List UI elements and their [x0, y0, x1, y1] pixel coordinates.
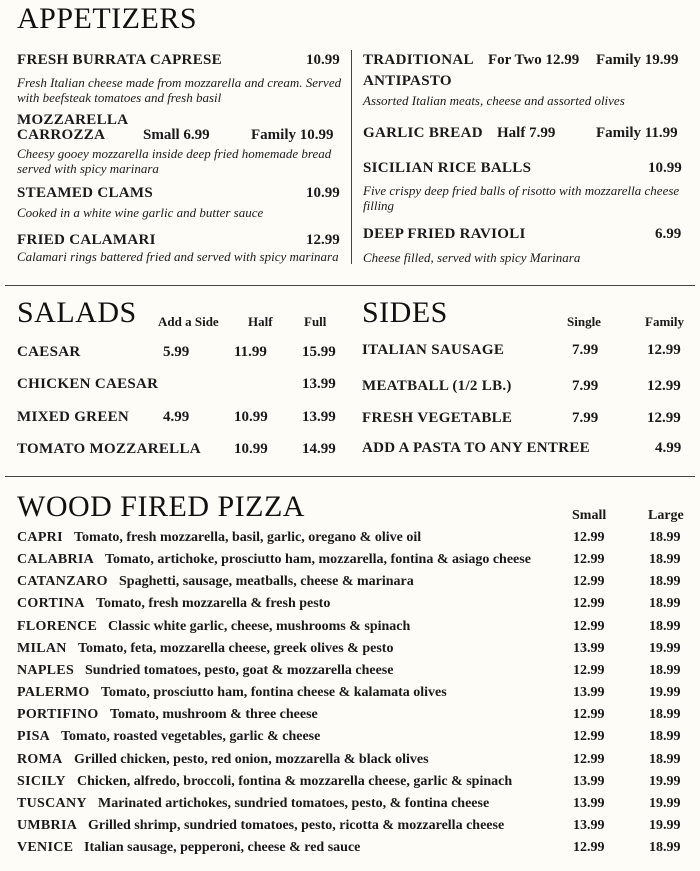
section-divider — [5, 476, 695, 477]
item-price-half: Half 7.99 — [497, 125, 556, 141]
item-price-small: Small 6.99 — [143, 127, 210, 143]
pizza-name: CORTINA — [17, 596, 85, 611]
salad-full-price: 15.99 — [302, 344, 336, 360]
item-description: Fresh Italian cheese made from mozzarella and cream. Served with beefsteak tomatoes and fresh basil — [17, 75, 342, 105]
item-description: Calamari rings battered fried and served with spicy marinara — [17, 249, 339, 264]
side-family-price: 4.99 — [655, 440, 682, 456]
pizza-name: MILAN — [17, 641, 67, 656]
side-name: FRESH VEGETABLE — [362, 410, 513, 426]
pizza-description: Sundried tomatoes, pesto, goat & mozzarella cheese — [85, 663, 394, 678]
column-divider — [351, 50, 352, 264]
item-name: DEEP FRIED RAVIOLI — [363, 226, 526, 242]
pizza-small-price: 13.99 — [573, 685, 605, 700]
item-price: 10.99 — [648, 160, 682, 176]
item-name-line2: ANTIPASTO — [363, 73, 452, 89]
item-name-line2: CARROZZA — [17, 127, 106, 143]
pizza-name: PALERMO — [17, 685, 90, 700]
item-price-fortwo: For Two 12.99 — [488, 52, 580, 68]
side-single-price: 7.99 — [572, 378, 599, 394]
pizza-description: Tomato, fresh mozzarella, basil, garlic, oregano & olive oil — [74, 530, 422, 545]
pizza-description: Spaghetti, sausage, meatballs, cheese & marinara — [119, 574, 414, 589]
item-price-family: Family 19.99 — [596, 52, 679, 68]
pizza-small-price: 12.99 — [573, 663, 605, 678]
pizza-header-large: Large — [648, 508, 684, 523]
pizza-large-price: 18.99 — [649, 840, 681, 855]
pizza-description: Classic white garlic, cheese, mushrooms & spinach — [108, 619, 411, 634]
pizza-large-price: 19.99 — [649, 641, 681, 656]
pizza-description: Tomato, artichoke, prosciutto ham, mozzarella, fontina & asiago cheese — [105, 552, 531, 567]
pizza-large-price: 18.99 — [649, 729, 681, 744]
item-description: Cheesy gooey mozzarella inside deep fried homemade bread served with spicy marinara — [17, 146, 332, 176]
pizza-description: Chicken, alfredo, broccoli, fontina & mozzarella cheese, garlic & spinach — [77, 774, 513, 789]
item-price: 10.99 — [306, 52, 340, 68]
pizza-small-price: 12.99 — [573, 552, 605, 567]
salad-name: MIXED GREEN — [17, 409, 130, 425]
pizza-name: PISA — [17, 729, 51, 744]
pizza-description: Marinated artichokes, sundried tomatoes, pesto, & fontina cheese — [98, 796, 490, 811]
side-single-price: 7.99 — [572, 410, 599, 426]
side-family-price: 12.99 — [647, 378, 681, 394]
pizza-large-price: 18.99 — [649, 663, 681, 678]
pizza-large-price: 19.99 — [649, 796, 681, 811]
appetizers-title: APPETIZERS — [17, 2, 198, 35]
pizza-description: Grilled shrimp, sundried tomatoes, pesto, ricotta & mozzarella cheese — [88, 818, 505, 833]
pizza-large-price: 18.99 — [649, 619, 681, 634]
pizza-description: Tomato, fresh mozzarella & fresh pesto — [96, 596, 331, 611]
pizza-small-price: 12.99 — [573, 729, 605, 744]
salad-name: CAESAR — [17, 344, 81, 360]
pizza-large-price: 18.99 — [649, 596, 681, 611]
item-name: FRIED CALAMARI — [17, 232, 156, 248]
salad-half-price: 10.99 — [234, 409, 268, 425]
pizza-small-price: 13.99 — [573, 641, 605, 656]
pizza-small-price: 12.99 — [573, 840, 605, 855]
salads-header-side: Add a Side — [158, 314, 219, 329]
pizza-description: Tomato, roasted vegetables, garlic & cheese — [61, 729, 321, 744]
salad-half-price: 10.99 — [234, 441, 268, 457]
pizza-name: ROMA — [17, 752, 63, 767]
pizza-large-price: 18.99 — [649, 752, 681, 767]
item-description: Cheese filled, served with spicy Marinara — [363, 250, 581, 265]
pizza-small-price: 13.99 — [573, 774, 605, 789]
pizza-small-price: 12.99 — [573, 596, 605, 611]
pizza-name: UMBRIA — [17, 818, 78, 833]
item-name-line1: MOZZARELLA — [17, 112, 129, 128]
pizza-name: CATANZARO — [17, 574, 108, 589]
side-family-price: 12.99 — [647, 342, 681, 358]
item-price-family: Family 10.99 — [251, 127, 334, 143]
pizza-small-price: 13.99 — [573, 818, 605, 833]
pizza-small-price: 12.99 — [573, 619, 605, 634]
salads-title: SALADS — [17, 296, 137, 329]
pizza-description: Grilled chicken, pesto, red onion, mozzarella & black olives — [74, 752, 429, 767]
pizza-large-price: 18.99 — [649, 530, 681, 545]
item-price: 10.99 — [306, 185, 340, 201]
pizza-large-price: 18.99 — [649, 707, 681, 722]
pizza-header-small: Small — [572, 508, 607, 523]
sides-header-family: Family — [645, 314, 684, 329]
salad-full-price: 14.99 — [302, 441, 336, 457]
salad-side-price: 4.99 — [163, 409, 190, 425]
pizza-name: VENICE — [17, 840, 74, 855]
salad-half-price: 11.99 — [234, 344, 267, 360]
pizza-name: NAPLES — [17, 663, 75, 678]
salad-name: CHICKEN CAESAR — [17, 376, 159, 392]
item-description: Five crispy deep fried balls of risotto with mozzarella cheese filling — [363, 183, 680, 213]
pizza-name: FLORENCE — [17, 619, 98, 634]
pizza-name: TUSCANY — [17, 796, 87, 811]
sides-title: SIDES — [362, 296, 448, 329]
salads-header-half: Half — [248, 314, 273, 329]
pizza-small-price: 12.99 — [573, 752, 605, 767]
section-divider — [5, 285, 695, 286]
salad-full-price: 13.99 — [302, 376, 336, 392]
salad-full-price: 13.99 — [302, 409, 336, 425]
pizza-small-price: 12.99 — [573, 574, 605, 589]
pizza-large-price: 18.99 — [649, 574, 681, 589]
item-price: 12.99 — [306, 232, 340, 248]
item-name: FRESH BURRATA CAPRESE — [17, 52, 222, 68]
pizza-description: Tomato, prosciutto ham, fontina cheese & kalamata olives — [101, 685, 447, 700]
sides-header-single: Single — [567, 314, 601, 329]
pizza-large-price: 19.99 — [649, 774, 681, 789]
pizza-description: Tomato, feta, mozzarella cheese, greek olives & pesto — [78, 641, 394, 656]
item-price: 6.99 — [655, 226, 682, 242]
item-name: STEAMED CLAMS — [17, 185, 153, 201]
pizza-large-price: 19.99 — [649, 685, 681, 700]
pizza-name: CALABRIA — [17, 552, 95, 567]
item-name: GARLIC BREAD — [363, 125, 483, 141]
pizza-small-price: 12.99 — [573, 530, 605, 545]
side-name: ITALIAN SAUSAGE — [362, 342, 505, 358]
salad-name: TOMATO MOZZARELLA — [17, 441, 201, 457]
side-single-price: 7.99 — [572, 342, 599, 358]
item-description: Assorted Italian meats, cheese and assorted olives — [363, 93, 625, 108]
pizza-name: PORTIFINO — [17, 707, 99, 722]
item-name-line1: TRADITIONAL — [363, 52, 474, 68]
item-name: SICILIAN RICE BALLS — [363, 160, 532, 176]
pizza-title: WOOD FIRED PIZZA — [17, 490, 305, 523]
pizza-small-price: 13.99 — [573, 796, 605, 811]
pizza-name: SICILY — [17, 774, 66, 789]
side-family-price: 12.99 — [647, 410, 681, 426]
side-name: ADD A PASTA TO ANY ENTREE — [362, 440, 590, 456]
pizza-large-price: 18.99 — [649, 552, 681, 567]
item-description: Cooked in a white wine garlic and butter sauce — [17, 205, 264, 220]
pizza-name: CAPRI — [17, 530, 63, 545]
pizza-description: Italian sausage, pepperoni, cheese & red sauce — [84, 840, 361, 855]
side-name: MEATBALL (1/2 LB.) — [362, 378, 512, 394]
item-price-family: Family 11.99 — [596, 125, 678, 141]
salads-header-full: Full — [304, 314, 327, 329]
salad-side-price: 5.99 — [163, 344, 190, 360]
pizza-small-price: 12.99 — [573, 707, 605, 722]
pizza-description: Tomato, mushroom & three cheese — [110, 707, 318, 722]
pizza-large-price: 19.99 — [649, 818, 681, 833]
